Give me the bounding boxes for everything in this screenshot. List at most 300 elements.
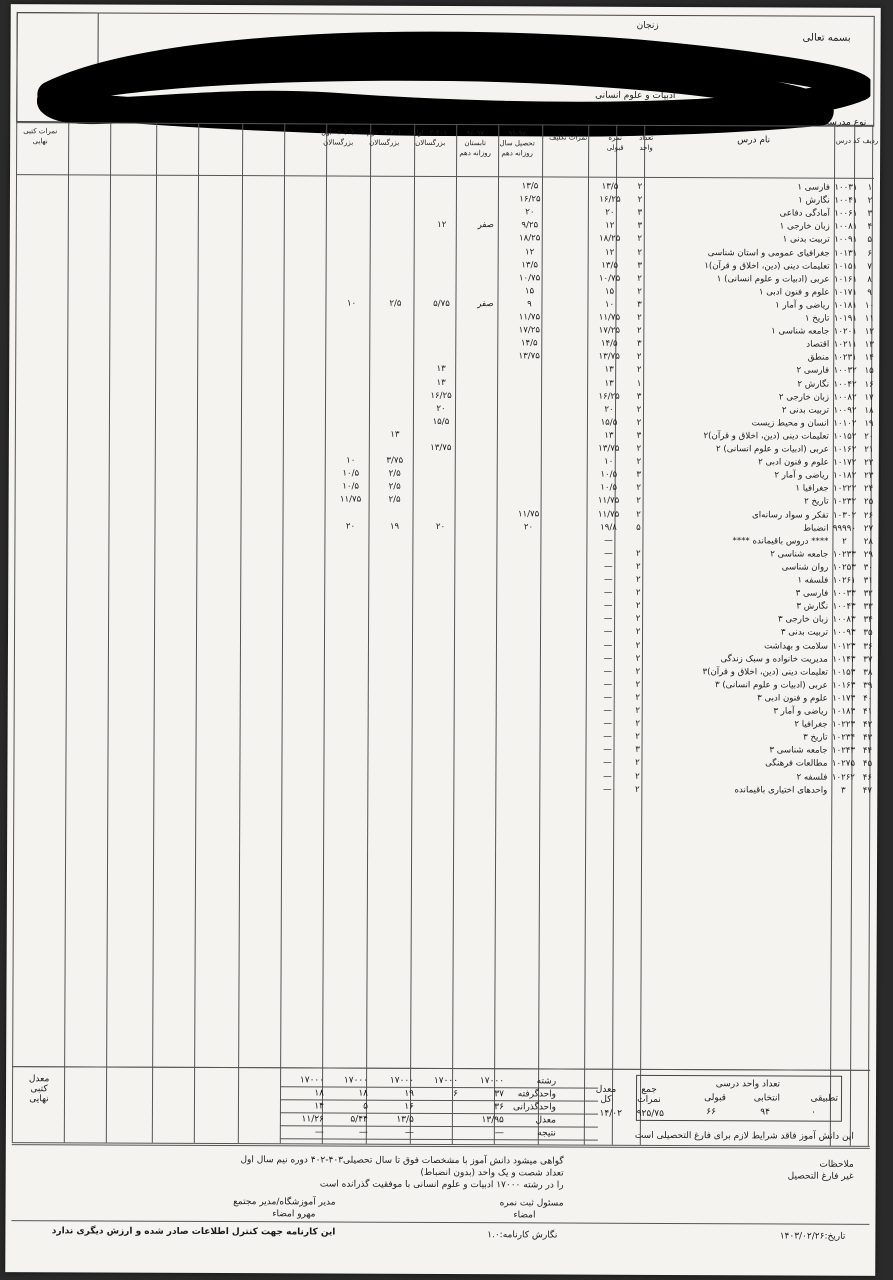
col-term-1: ۹۶-۹۷ تحصیل سال روزانه دهم: [499, 129, 535, 158]
cell-f: —: [603, 627, 613, 638]
cell-code: ۱۰۰۶۱: [834, 208, 858, 219]
cell-n: ۳۵: [863, 628, 873, 639]
cell-code: ۱۰۰۴۲: [833, 379, 857, 390]
cell-n: ۲: [867, 195, 873, 206]
cell-c: ۱۵/۵: [432, 416, 450, 427]
cell-name: جامعه شناسی ۳: [769, 745, 828, 756]
cell-a: ۱۸/۲۵: [519, 233, 541, 244]
cell-code: ۱۰۱۸۱: [833, 300, 858, 311]
col-term-5: ۰۳-۴۰۲ اول بزرگسالان: [321, 128, 356, 147]
cell-f: —: [603, 758, 612, 769]
cell-f: ۱۹/۸: [600, 522, 617, 533]
cell-name: اقتصاد: [806, 339, 830, 350]
cert-line-1: گواهی میشود دانش آموز با مشخصات فوق تا سال تحصیلی۴۰۳-۴۰۲ دوره نیم سال اول: [240, 1155, 564, 1167]
cell-code: ۱۰۱۷۲: [833, 457, 857, 468]
cell-n: ۸: [867, 274, 872, 285]
cell-f: —: [603, 718, 612, 729]
cell-u: ۲: [636, 456, 642, 467]
cell-code: ۱۰۲۶۲: [831, 772, 855, 783]
cell-code: ۱۰۲۳۱: [833, 352, 857, 364]
cell-f: ۱۳/۵: [601, 181, 619, 192]
cell-n: ۴۵: [862, 759, 873, 770]
cell-name: فارسی ۲: [796, 365, 830, 377]
cell-name: تربیت بدنی ۱: [782, 234, 830, 246]
cell-n: ۱۳: [864, 340, 874, 351]
cell-u: ۵: [636, 522, 641, 533]
cell-code: ۱۰۳۰۲: [832, 510, 857, 521]
units-head-1: تطبیقی: [810, 1093, 839, 1104]
cell-a: ۱۱/۷۵: [518, 312, 541, 323]
cell-u: ۲: [636, 443, 642, 454]
registrar-sign: امضاء: [513, 1210, 536, 1221]
cell-u: ۳: [637, 260, 642, 271]
national-code: ۲۲۷۱۵۱۴۳۵۷: [131, 108, 181, 119]
cell-c: ۲۰: [436, 403, 446, 414]
cell-a: ۱۴/۵: [520, 338, 538, 349]
cell-u: ۲: [635, 574, 641, 585]
cell-a: ۱۶/۲۵: [519, 194, 541, 205]
cell-u: ۲: [635, 666, 641, 677]
cell-n: ۳۹: [863, 680, 873, 691]
units-val-1: ۰: [811, 1107, 816, 1118]
cell-u: ۲: [637, 273, 642, 284]
summary-value: ۵/۴۴: [350, 1114, 368, 1125]
summary-row-line: [280, 1125, 598, 1127]
cell-n: ۱۷: [864, 392, 874, 403]
cell-c: ۱۶/۲۵: [430, 390, 452, 401]
cell-code: ۱۰۲۳۴: [832, 732, 856, 743]
summary-value: ۱۳/۵: [396, 1114, 414, 1125]
cell-u: ۲: [635, 587, 641, 598]
cell-a: ۱۳/۵: [521, 181, 539, 192]
field-name: ادبیات و علوم انسانی: [595, 90, 676, 102]
cell-n: ۴۴: [862, 746, 873, 757]
cell-f: ۱۱/۷۵: [597, 509, 620, 520]
cell-code: ۱۰۲۳۲: [833, 497, 857, 508]
cell-name: نگارش ۱: [798, 195, 830, 206]
cell-u: ۲: [635, 705, 641, 716]
cell-n: ۳۳: [863, 602, 873, 613]
cell-code: ۱۰۱۵۲: [833, 431, 857, 442]
final-written-avg-label: معدل کتبی نهایی: [28, 1074, 50, 1105]
cell-code: ۱۰۰۸۳: [832, 614, 856, 626]
cell-u: ۲: [635, 640, 641, 651]
cell-f: —: [603, 587, 613, 598]
cell-f: ۱۴/۵: [600, 338, 618, 349]
cell-code: ۱۰۱۵۳: [832, 667, 856, 678]
cell-a: ۹: [527, 299, 532, 310]
cell-d: ۱۳: [390, 429, 400, 440]
cell-u: ۱: [636, 378, 642, 389]
cell-n: ۳۲: [863, 588, 873, 599]
student-code: ۸۰۱۳۱۶: [291, 109, 321, 120]
col-row: ردیف: [862, 136, 879, 145]
not-eligible-note: این دانش آموز فاقد شرایط لازم برای فارغ التحصیلی است: [634, 1130, 854, 1142]
cell-name: زبان خارجی ۱: [779, 221, 830, 232]
cell-f: —: [603, 600, 613, 611]
issue-label: صدور: [361, 101, 383, 112]
cell-f: —: [603, 679, 613, 690]
cell-code: ۱۰۲۳۳: [832, 549, 856, 560]
cell-u: ۳: [636, 470, 642, 481]
cell-code: ۱۰۱۸۲: [833, 470, 857, 481]
cell-name: تعلیمات دینی (دین، اخلاق و قرآن)۱: [704, 260, 830, 272]
cell-code: ۱۰۰۳۳: [832, 588, 856, 599]
grades-table: [11, 4, 881, 8]
cell-d: ۱۹: [389, 521, 400, 532]
header-top-right: بسمه تعالی: [802, 32, 851, 44]
cell-u: ۲: [635, 561, 641, 572]
cell-e: ۱۰: [346, 455, 356, 466]
cell-u: ۲: [635, 771, 640, 782]
school-type-label: نوع مدرسه: [824, 117, 867, 128]
cell-f: —: [603, 653, 613, 664]
cell-n: ۱۶: [864, 379, 874, 390]
cell-code: ۱۰۱۶۳: [832, 680, 856, 691]
cell-name: علوم و فنون ادبی ۳: [757, 693, 828, 704]
cell-code: ۱۰۱۸۳: [832, 706, 856, 717]
cell-a: ۱۳/۷۵: [518, 351, 540, 362]
cell-u: ۲: [636, 509, 641, 520]
cell-name: تاریخ ۳: [803, 732, 828, 743]
cell-n: ۳۸: [863, 667, 873, 678]
summary-value: ۳۶: [494, 1102, 504, 1113]
cell-code: ۲: [842, 536, 847, 547]
cell-u: ۲: [637, 247, 643, 258]
footer-line-2: [11, 1220, 869, 1225]
cell-code: ۱۰۰۴۳: [832, 601, 856, 612]
cell-n: ۳۱: [863, 575, 873, 586]
col-term-4: ۰۲-۴۰۱ دوم بزرگسالان: [366, 128, 402, 147]
cell-name: زبان خارجی ۳: [777, 614, 829, 625]
cell-n: ۱۱: [864, 313, 875, 324]
cell-code: ۱۰۰۳۱: [834, 182, 858, 193]
cell-n: ۲۳: [864, 471, 874, 482]
cell-n: ۲۰: [864, 431, 874, 442]
cell-u: ۲: [637, 325, 642, 336]
cell-f: —: [604, 548, 613, 559]
cell-name: انضباط: [803, 523, 829, 534]
cell-name: جغرافیا ۱: [795, 483, 829, 494]
cell-u: ۲: [636, 548, 641, 559]
cell-f: ۱۲: [605, 221, 615, 232]
cell-n: ۳۴: [863, 615, 873, 626]
summary-value: —: [314, 1127, 324, 1138]
cell-code: ۱۰۱۰۲: [833, 418, 857, 429]
cell-c: ۱۲: [437, 220, 447, 231]
cell-u: ۲: [635, 692, 641, 703]
cell-f: —: [604, 535, 613, 546]
cell-code: ۱۰۱۳۱: [834, 248, 858, 259]
registrar-label: مسئول ثبت نمره: [499, 1198, 564, 1209]
cell-u: ۲: [635, 732, 640, 743]
cell-u: ۳: [637, 208, 643, 219]
cell-code: ۱۰۲۲۳: [832, 719, 856, 730]
cell-n: ۱: [867, 182, 873, 193]
cell-n: ۲۶: [863, 510, 874, 521]
cell-b: صفر: [477, 299, 494, 310]
cell-u: ۲: [635, 758, 640, 769]
cell-name: فلسفه ۲: [796, 772, 828, 783]
cell-name: مطالعات فرهنگی: [765, 758, 828, 770]
cell-name: علوم و فنون ادبی ۱: [758, 287, 830, 298]
cell-u: ۲: [635, 627, 641, 638]
transcript-page: [5, 4, 881, 1276]
cell-name: **** دروس باقیمانده ****: [732, 535, 829, 547]
col-units: تعداد واحد: [639, 133, 654, 152]
col-summer: نمرات تکلیف: [549, 133, 588, 142]
cell-a: ۱۱/۷۵: [517, 508, 540, 519]
cell-f: ۱۸/۲۵: [599, 234, 621, 245]
cell-f: ۱۷/۲۵: [598, 325, 621, 336]
cell-name: آمادگی دفاعی: [779, 208, 830, 219]
cell-f: ۱۳/۷۵: [598, 351, 620, 363]
col-final-written: نمرات کتبی نهایی: [23, 127, 58, 146]
cell-f: ۱۰/۵: [600, 482, 618, 494]
cell-f: ۱۲: [605, 247, 615, 258]
cell-n: ۳: [867, 209, 873, 220]
summary-value: ۱۶: [404, 1101, 414, 1112]
notes-value: غیر فارغ التحصیل: [787, 1171, 854, 1182]
cell-n: ۲۲: [864, 457, 874, 468]
cell-code: ۱۰۱۷۳: [832, 693, 856, 704]
cell-f: ۱۳: [604, 365, 614, 376]
cell-d: ۲/۵: [388, 495, 401, 506]
cell-code: ۱۰۲۴۳: [831, 745, 856, 757]
summary-value: ۵: [363, 1101, 368, 1112]
summary-value: ۱۸: [314, 1088, 325, 1099]
cell-u: ۲: [637, 286, 642, 297]
cell-code: ۱۰۲۰۱: [833, 326, 857, 337]
summary-value: —: [404, 1127, 414, 1138]
summary-value: —: [494, 1128, 504, 1139]
cell-b: صفر: [477, 220, 495, 231]
col-final: نمره قبولی: [606, 133, 624, 152]
summary-value: ۱۷۰۰۰: [479, 1076, 505, 1087]
cell-a: ۱۰/۷۵: [518, 273, 541, 284]
cell-name: تعلیمات دینی (دین، اخلاق و قرآن)۲: [703, 431, 829, 442]
cell-n: ۱۵: [864, 366, 874, 377]
cell-name: تربیت بدنی ۳: [780, 627, 829, 639]
cell-name: تاریخ ۱: [804, 313, 830, 324]
cell-n: ۴۱: [863, 706, 873, 717]
cell-u: ۲: [636, 483, 641, 494]
father-name-label: نام خانوادگی: [333, 43, 381, 54]
cell-n: ۴: [867, 222, 873, 233]
cell-code: ۱۰۰۹۱: [834, 235, 858, 246]
cell-code: ۱۰۰۳۲: [833, 366, 857, 377]
cell-d: ۲/۵: [388, 468, 401, 480]
cell-f: ۱۳: [604, 378, 614, 389]
cell-name: نگارش ۳: [796, 601, 829, 612]
summary-label: واحدگذرانی: [512, 1102, 556, 1113]
cell-name: نگارش ۲: [797, 379, 830, 390]
cell-n: ۴۷: [862, 785, 872, 796]
summary-row-line: [280, 1086, 598, 1088]
cell-code: ۱۰۲۶۱: [832, 575, 856, 586]
cell-n: ۳۶: [863, 641, 873, 652]
cell-name: عربی (ادبیات و علوم انسانی) ۱: [716, 273, 830, 285]
summary-value: ۶: [453, 1089, 459, 1100]
cell-f: ۱۰/۵: [600, 469, 618, 480]
version: نگارش کارنامه:۱.۰: [487, 1230, 558, 1241]
cell-u: ۲: [636, 352, 642, 363]
cell-name: فلسفه ۱: [797, 575, 829, 586]
summary-value: ۱۴: [314, 1101, 324, 1112]
cell-name: ریاضی و آمار ۱: [775, 300, 830, 311]
school-type: عادی: [803, 117, 823, 128]
cell-code: ۱۰۰۹۳: [832, 628, 856, 639]
cell-f: ۱۵: [604, 286, 615, 297]
summary-label: واحدگرفته: [517, 1089, 557, 1100]
cell-name: جغرافیا ۲: [794, 719, 828, 730]
cell-code: ۱۰۱۵۱: [834, 261, 858, 272]
cell-code: ۱۰۰۹۲: [833, 405, 857, 416]
cell-u: ۳: [636, 391, 642, 402]
cell-f: —: [603, 771, 612, 782]
cell-code: ۱۰۲۵۳: [832, 562, 856, 573]
sum-value: ۹۲۵/۷۵: [636, 1108, 664, 1119]
cell-name: زبان خارجی ۲: [778, 392, 830, 403]
cell-n: ۱۴: [864, 353, 874, 364]
cell-n: ۳۰: [863, 562, 873, 573]
principal-sign: مهرو امضاء: [272, 1209, 316, 1220]
cell-name: مدیریت خانواده و سبک زندگی: [720, 653, 828, 665]
cell-n: ۲۸: [863, 536, 874, 547]
summary-value: ۱۷۰۰۰: [389, 1075, 415, 1086]
cell-c: ۱۳: [436, 364, 446, 375]
cell-f: —: [603, 731, 612, 742]
cell-code: ۳: [841, 785, 846, 796]
cell-code: ۱۰۱۲۳: [832, 641, 856, 652]
cell-a: ۱۷/۲۵: [518, 325, 541, 336]
units-title: تعداد واحد درسی: [715, 1079, 781, 1090]
cell-f: ۱۳/۵: [601, 260, 619, 271]
cell-f: —: [604, 561, 613, 572]
cell-e: ۱۰: [346, 298, 357, 309]
summary-value: ۱۷۰۰۰: [299, 1075, 325, 1086]
cell-code: ۱۰۱۴۳: [832, 654, 856, 665]
cell-name: تاریخ ۲: [804, 496, 829, 508]
cell-n: ۴۰: [863, 693, 873, 704]
cell-name: سلامت و بهداشت: [764, 640, 828, 652]
cell-a: ۲۰: [523, 521, 534, 532]
cell-n: ۵: [867, 235, 873, 246]
cell-name: ریاضی و آمار ۲: [774, 470, 829, 481]
cell-f: —: [603, 784, 612, 795]
cell-n: ۲۱: [864, 444, 874, 455]
notes-label: ملاحظات: [819, 1159, 854, 1170]
cell-name: ریاضی و آمار ۳: [773, 706, 828, 717]
cell-name: تعلیمات دینی (دین، اخلاق و قرآن)۳: [702, 666, 828, 678]
cell-f: ۱۶/۲۵: [598, 391, 620, 402]
col-name: نام درس: [737, 135, 771, 146]
cell-name: جغرافیای عمومی و استان شناسی: [707, 247, 830, 259]
cell-a: ۲۰: [525, 207, 535, 218]
cell-u: ۳: [637, 221, 643, 232]
cell-u: ۲: [635, 718, 640, 729]
cell-c: ۲۰: [435, 521, 446, 532]
cell-a: ۱۲: [525, 246, 535, 257]
cell-f: ۲۰: [604, 404, 614, 415]
cell-f: ۲۰: [605, 207, 615, 218]
units-head-2: انتخابی: [753, 1093, 781, 1104]
summary-value: ۱۷۰۰۰: [433, 1075, 459, 1087]
cell-name: منطق: [807, 352, 830, 363]
cell-code: ۱۰۱۶۲: [833, 444, 857, 455]
summary-value: —: [358, 1127, 368, 1138]
cell-f: ۱۰: [604, 299, 615, 310]
cell-name: جامعه شناسی ۲: [770, 549, 829, 560]
cell-f: ۱۱/۷۵: [598, 312, 621, 323]
cell-u: ۲: [635, 679, 641, 690]
summary-row-line: [280, 1112, 598, 1114]
cell-f: ۱۰/۷۵: [598, 273, 621, 284]
cell-n: ۲۴: [864, 484, 874, 495]
cell-c: ۱۳: [436, 377, 446, 388]
cell-f: ۱۳: [604, 430, 614, 441]
cell-f: ۱۱/۷۵: [597, 496, 620, 507]
cell-f: ۱۵/۵: [600, 417, 618, 428]
cell-f: —: [603, 705, 613, 716]
cell-code: ۱۰۱۷۱: [833, 287, 858, 298]
summary-value: ۳۷: [494, 1089, 505, 1100]
cell-f: —: [603, 744, 612, 756]
cell-code: ۱۰۲۷۵: [831, 759, 856, 770]
cell-name: روان شناسی: [781, 562, 829, 573]
cell-n: ۶: [867, 248, 873, 259]
cell-u: ۲: [636, 417, 642, 428]
redaction-scribble: [30, 24, 870, 138]
cert-line-2: تعداد شصت و یک واحد (بدون انضباط): [420, 1167, 564, 1179]
cell-name: عربی (ادبیات و علوم انسانی) ۳: [714, 679, 828, 691]
cell-u: ۲: [637, 312, 642, 323]
summary-top-line: [12, 1066, 870, 1071]
cell-f: —: [603, 692, 613, 703]
col-code: کد درس: [835, 136, 861, 145]
summary-label: معدل: [535, 1115, 556, 1126]
cell-d: ۲/۵: [389, 298, 402, 309]
cell-code: ۱۰۰۸۱: [834, 222, 858, 233]
units-head-3: قبولی: [704, 1093, 727, 1104]
cell-a: ۹/۲۵: [521, 220, 539, 231]
cell-u: ۲: [635, 601, 641, 612]
cell-e: ۲۰: [345, 521, 356, 532]
summary-value: ۱۷۰۰۰: [343, 1075, 369, 1086]
cell-c: ۵/۷۵: [433, 298, 450, 309]
sum-label: جمع نمرات: [637, 1084, 661, 1105]
cell-d: ۳/۷۵: [386, 455, 404, 466]
summary-value: ۱۱/۲۶: [301, 1114, 324, 1125]
cell-n: ۱۰: [864, 300, 875, 311]
cell-name: واحدهای اختیاری باقیمانده: [734, 784, 828, 796]
cell-n: ۲۷: [863, 523, 874, 534]
cell-name: عربی (ادبیات و علوم انسانی) ۲: [715, 444, 829, 455]
summary-value: ۱۸: [358, 1088, 369, 1099]
cell-n: ۱۹: [864, 418, 874, 429]
cell-code: ۹۹۹۹۰: [832, 523, 857, 534]
cell-u: ۲: [636, 404, 642, 415]
cell-n: ۱۲: [864, 326, 874, 337]
cell-u: ۳: [637, 299, 642, 310]
cell-a: ۱۳/۵: [521, 259, 539, 271]
cell-name: انسان و محیط زیست: [751, 418, 829, 429]
cell-code: ۱۰۰۴۱: [834, 195, 858, 206]
cell-n: ۹: [867, 287, 872, 298]
cell-code: ۱۰۰۸۲: [833, 392, 857, 403]
cell-e: ۱۰/۵: [342, 468, 360, 479]
summary-label: رشته: [536, 1076, 557, 1087]
